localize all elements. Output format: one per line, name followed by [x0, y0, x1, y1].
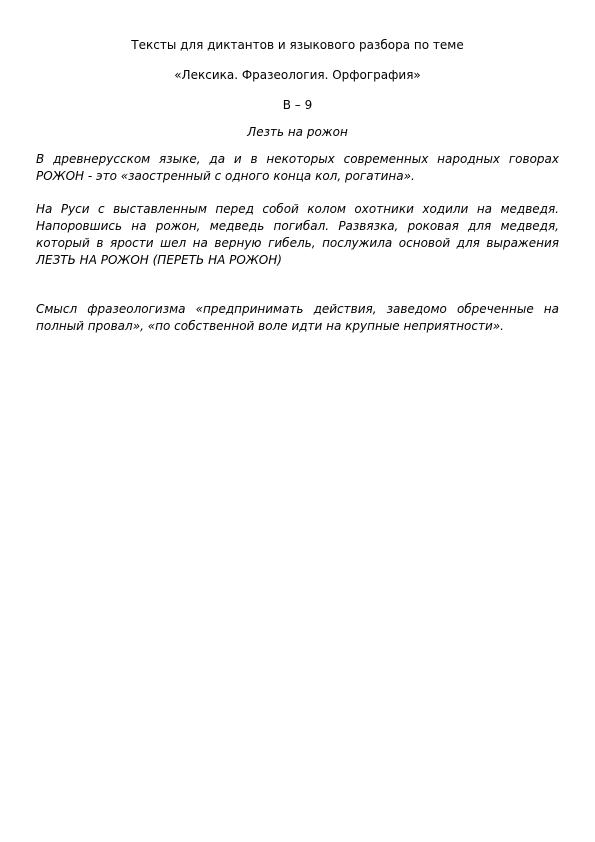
paragraph-3: Смысл фразеологизма «предпринимать действия, заведомо обреченные на полный провал», «по собственной воле идти на крупные неприятности». [36, 302, 559, 333]
paragraph-2: На Руси с выставленным перед собой колом охотники ходили на медведя. Напоровшись на рожон, медведь погибал. Развязка, роковая для медведя, который в ярости шел на верную гибель, послужила основой для выражения ЛЕЗТЬ НА РОЖОН (ПЕРЕТЬ НА РОЖОН) [36, 202, 559, 267]
document-heading-line-3: В – 9 [282, 98, 313, 112]
document-heading-line-2: «Лексика. Фразеология. Орфография» [174, 68, 421, 82]
paragraph-1: В древнерусском языке, да и в некоторых современных народных говорах РОЖОН - это «заостренный с одного конца кол, рогатина». [36, 152, 559, 183]
document-heading-line-1: Тексты для диктантов и языкового разбора по теме [131, 38, 464, 52]
document-title: Лезть на рожон [247, 125, 348, 139]
